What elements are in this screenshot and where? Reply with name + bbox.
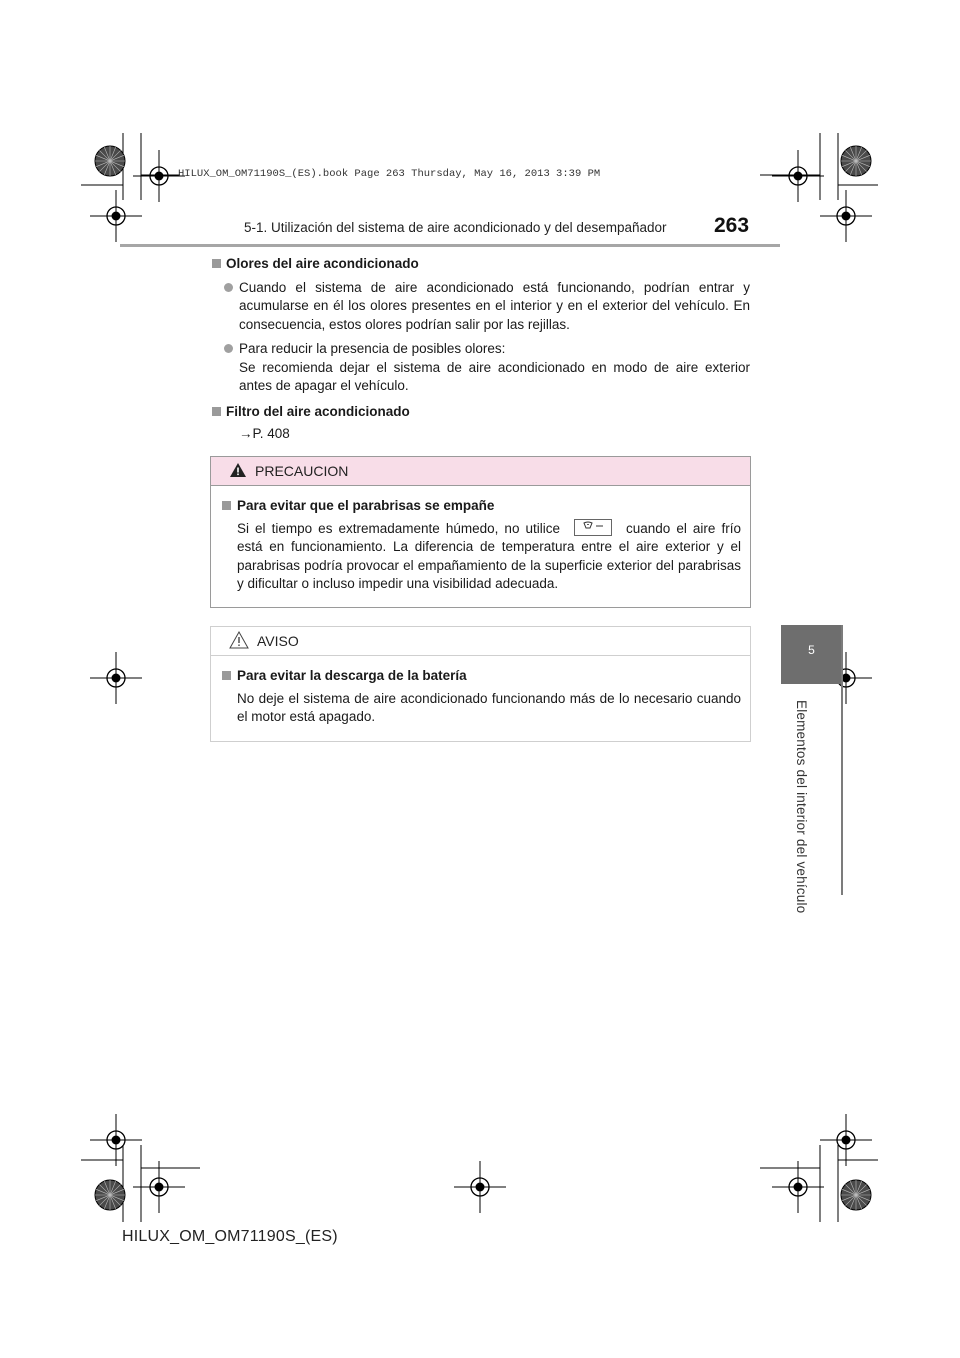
chapter-tab-line xyxy=(841,625,843,895)
notice-header: AVISO xyxy=(211,627,750,656)
square-bullet-icon xyxy=(212,407,221,416)
section-heading: Filtro del aire acondicionado xyxy=(210,403,750,422)
caution-subheading: Para evitar que el parabrisas se empañe xyxy=(220,497,741,516)
main-content xyxy=(210,255,750,444)
notice-body xyxy=(211,656,750,739)
square-bullet-icon xyxy=(222,501,231,510)
header-title: 5-1. Utilización del sistema de aire acondicionado y del desempañador xyxy=(244,220,667,235)
notice-subheading: Para evitar la descarga de la batería xyxy=(220,667,741,686)
caution-text: Si el tiempo es extremadamente húmedo, no utilice cuando el aire frío está en funcionamiento. La diferencia de temperatura entre el aire exterior y el parabrisas podría provocar el empañamiento de la superficie exterior del parabrisas y dificultar o incluso impedir una visibilidad adecuada. xyxy=(237,520,741,591)
square-bullet-icon xyxy=(222,671,231,680)
section-heading: Olores del aire acondicionado xyxy=(210,255,750,274)
chapter-label: Elementos del interior del vehículo xyxy=(794,700,809,914)
caution-header: PRECAUCION xyxy=(211,457,750,486)
chapter-number: 5 xyxy=(808,643,815,657)
page-number: 263 xyxy=(714,214,750,237)
round-bullet-icon xyxy=(224,283,233,292)
caution-box xyxy=(210,456,751,608)
caution-body xyxy=(211,486,750,606)
warning-triangle-icon xyxy=(229,462,247,481)
notice-text: No deje el sistema de aire acondicionado funcionando más de lo necesario cuando el motor está apagado. xyxy=(237,690,741,724)
round-bullet-icon xyxy=(224,344,233,353)
notice-box xyxy=(210,626,751,742)
defroster-button-icon xyxy=(574,519,612,536)
book-stamp: HILUX_OM_OM71190S_(ES).book Page 263 Thursday, May 16, 2013 3:39 PM xyxy=(178,168,601,180)
page-reference: →P. 408 xyxy=(239,426,290,441)
footer-code: HILUX_OM_OM71190S_(ES) xyxy=(122,1228,338,1245)
list-item: Cuando el sistema de aire acondicionado está funcionando, podrían entrar y acumularse en él los olores presentes en el interior y en el exterior del vehículo. En consecuencia, estos olores podrían salir por las rejillas. xyxy=(210,279,750,335)
header-rule xyxy=(120,244,780,247)
square-bullet-icon xyxy=(212,259,221,268)
caution-triangle-icon xyxy=(229,631,249,652)
list-item: Para reducir la presencia de posibles olores: Se recomienda dejar el sistema de aire acondicionado en modo de aire exterior antes de apagar el vehículo. xyxy=(210,340,750,396)
